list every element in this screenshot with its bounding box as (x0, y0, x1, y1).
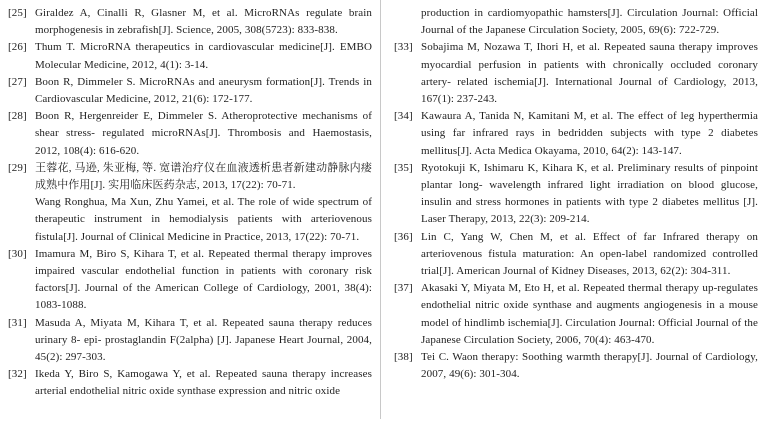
reference-text: Tei C. Waon therapy: Soothing warmth therapy[J]. Journal of Cardiology, 2007, 49(6): 301-304. (421, 351, 758, 381)
reference-text: Ryotokuji K, Ishimaru K, Kihara K, et al. Preliminary results of pinpoint plantar long- wavelength infrared light irradiation on blood glucose, insulin and stress hormones in patients with type 2 diabetes mellitus [J]. Laser Therapy, 2013, 22(3): 209-214. (421, 161, 758, 226)
reference-27 (8, 74, 372, 108)
reference-number: [28] (8, 110, 27, 123)
reference-32-continuation (394, 5, 758, 39)
reference-text: Lin C, Yang W, Chen M, et al. Effect of far Infrared therapy on arteriovenous fistula maturation: An open-label randomized controlled trial[J]. American Journal of Kidney Diseases, 2013, 62(2): 304-311. (421, 230, 758, 278)
reference-number: [31] (8, 316, 27, 329)
reference-text: Kawaura A, Tanida N, Kamitani M, et al. The effect of leg hyperthermia using far infrared rays in bedridden subjects with type 2 diabetes mellitus[J]. Acta Medica Okayama, 2010, 64(2): 143-147. (421, 110, 758, 157)
reference-26 (8, 39, 372, 73)
reference-25 (8, 5, 372, 39)
reference-34 (394, 108, 758, 160)
reference-37 (394, 280, 758, 349)
references-column-right (394, 5, 758, 383)
reference-text: Ikeda Y, Biro S, Kamogawa Y, et al. Repeated sauna therapy increases arterial endothelial nitric oxide synthase expression and nitric oxide (35, 368, 372, 398)
reference-text: Thum T. MicroRNA therapeutics in cardiovascular medicine[J]. EMBO Molecular Medicine, 2012, 4(1): 3-14. (35, 41, 372, 71)
reference-number: [33] (394, 41, 413, 54)
reference-number: [34] (394, 110, 413, 123)
reference-29 (8, 160, 372, 194)
reference-number: [36] (394, 230, 413, 243)
reference-number: [27] (8, 75, 27, 88)
reference-text: Wang Ronghua, Ma Xun, Zhu Yamei, et al. The role of wide spectrum of therapeutic instrument in hemodialysis patients with arteriovenous fistula[J]. Journal of Clinical Medicine in Practice, 2013, 17(22): 70-71. (35, 196, 372, 243)
reference-33 (394, 39, 758, 108)
reference-number: [35] (394, 161, 413, 174)
reference-text: Sobajima M, Nozawa T, Ihori H, et al. Repeated sauna therapy improves myocardial perfusion in patients with chronically occluded coronary artery- related ischemia[J]. International Journal of Cardiology, 2013, 167(1): 237-243. (421, 41, 758, 106)
reference-text: Giraldez A, Cinalli R, Glasner M, et al. MicroRNAs regulate brain morphogenesis in zebrafish[J]. Science, 2005, 308(5723): 833-838. (35, 7, 372, 37)
reference-35 (394, 160, 758, 229)
reference-number: [30] (8, 247, 27, 260)
reference-38 (394, 349, 758, 383)
column-divider (380, 0, 381, 419)
reference-text: Boon R, Dimmeler S. MicroRNAs and aneurysm formation[J]. Trends in Cardiovascular Medicine, 2012, 21(6): 172-177. (35, 75, 372, 106)
reference-text: Masuda A, Miyata M, Kihara T, et al. Repeated sauna therapy reduces urinary 8- epi- prostaglandin F(2alpha) [J]. Japanese Heart Journal, 2004, 45(2): 297-303. (35, 316, 372, 364)
reference-36 (394, 229, 758, 281)
reference-number: [37] (394, 282, 413, 295)
reference-text: production in cardiomyopathic hamsters[J]. Circulation Journal: Official Journal of the Japanese Circulation Society, 2005, 69(6): 722-729. (421, 7, 758, 37)
reference-text: Imamura M, Biro S, Kihara T, et al. Repeated thermal therapy improves impaired vascular endothelial function in patients with coronary risk factors[J]. Journal of the American College of Cardiology, 2001, 38(4): 1083-1088. (35, 247, 372, 312)
reference-32 (8, 366, 372, 400)
reference-number: [32] (8, 368, 27, 381)
reference-text: 王蓉花, 马逊, 朱亚梅, 等. 宽谱治疗仪在血液透析患者新建动静脉内瘘成熟中作用[J]. 实用临床医药杂志, 2013, 17(22): 70-71. (35, 161, 372, 192)
reference-31 (8, 315, 372, 367)
reference-text: Akasaki Y, Miyata M, Eto H, et al. Repeated thermal therapy up-regulates endothelial nitric oxide synthase and augments angiogenesis in a mouse model of hindlimb ischemia[J]. Circulation Journal: Official Journal of the Japanese Circulation Society, 2006, 70(4): 463-470. (421, 282, 758, 346)
reference-29-translation (8, 194, 372, 246)
reference-number: [25] (8, 7, 27, 19)
reference-number: [29] (8, 161, 27, 174)
reference-30 (8, 246, 372, 315)
reference-number: [38] (394, 351, 413, 364)
references-column-left (8, 5, 372, 401)
reference-28 (8, 108, 372, 160)
reference-number: [26] (8, 41, 27, 54)
reference-text: Boon R, Hergenreider E, Dimmeler S. Atheroprotective mechanisms of shear stress- regulated microRNAs[J]. Thrombosis and Haemostasis, 2012, 108(4): 616-620. (35, 110, 372, 157)
